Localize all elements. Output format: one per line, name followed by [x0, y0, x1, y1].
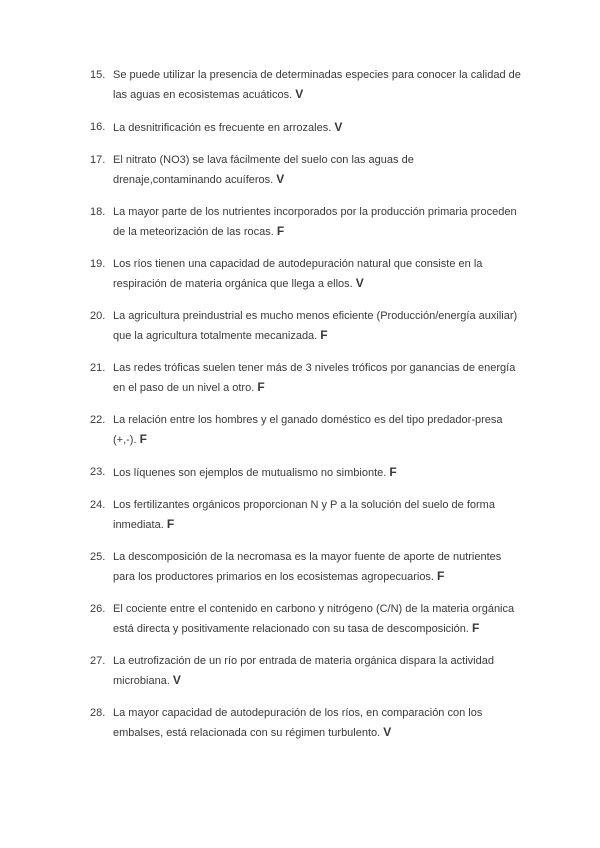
question-number: 17. — [90, 154, 106, 166]
question-number: 18. — [90, 206, 106, 218]
answer-letter: V — [295, 87, 304, 101]
question-number: 23. — [90, 466, 106, 478]
question-body — [113, 151, 522, 190]
question-item — [90, 496, 522, 535]
question-item — [90, 652, 522, 691]
question-number: 27. — [90, 655, 106, 667]
question-text: La mayor parte de los nutrientes incorporados por la producción primaria proceden de la meteorización de las rocas. — [113, 206, 517, 238]
question-number: 28. — [90, 707, 106, 719]
question-text: El cociente entre el contenido en carbono y nitrógeno (C/N) de la materia orgánica está directa y positivamente relacionado con su tasa de descomposición. — [113, 603, 515, 635]
question-number: 20. — [90, 310, 106, 322]
question-body — [113, 463, 397, 483]
question-number: 16. — [90, 121, 106, 133]
question-item — [90, 463, 522, 483]
question-number: 19. — [90, 258, 106, 270]
question-number: 22. — [90, 414, 106, 426]
question-text: La mayor capacidad de autodepuración de los ríos, en comparación con los embalses, está relacionada con su régimen turbulento. — [113, 707, 483, 739]
question-text: La agricultura preindustrial es mucho menos eficiente (Producción/energía auxiliar) que la agricultura totalmente mecanizada. — [113, 310, 518, 342]
answer-letter: F — [276, 224, 285, 238]
question-item — [90, 66, 522, 105]
question-item — [90, 307, 522, 346]
answer-letter: F — [166, 517, 175, 531]
question-text: La relación entre los hombres y el ganado doméstico es del tipo predador-presa (+,-). — [113, 414, 503, 446]
question-body — [113, 600, 522, 639]
question-item — [90, 203, 522, 242]
question-body — [113, 307, 522, 346]
question-item — [90, 411, 522, 450]
question-body — [113, 496, 522, 535]
question-text: Las redes tróficas suelen tener más de 3 niveles tróficos por ganancias de energía en el paso de un nivel a otro. — [113, 362, 516, 394]
answer-letter: V — [334, 120, 343, 134]
answer-letter: F — [471, 621, 480, 635]
question-body — [113, 118, 342, 138]
question-text: El nitrato (NO3) se lava fácilmente del suelo con las aguas de drenaje,contaminando acuíferos. — [113, 154, 414, 186]
question-item — [90, 151, 522, 190]
question-item — [90, 600, 522, 639]
answer-letter: V — [355, 276, 364, 290]
answer-letter: F — [437, 569, 445, 583]
question-text: Los líquenes son ejemplos de mutualismo no simbionte. — [113, 467, 390, 479]
question-body — [113, 359, 522, 398]
question-body — [113, 548, 522, 587]
answer-letter: F — [139, 432, 147, 446]
answer-letter: V — [383, 725, 392, 739]
answer-letter: F — [320, 328, 328, 342]
question-item — [90, 704, 522, 743]
question-body — [113, 203, 522, 242]
answer-letter: F — [389, 465, 397, 479]
question-text: Los ríos tienen una capacidad de autodepuración natural que consiste en la respiración de materia orgánica que llega a ellos. — [113, 258, 483, 290]
question-number: 21. — [90, 362, 106, 374]
question-list — [90, 66, 522, 743]
question-body — [113, 652, 522, 691]
question-number: 25. — [90, 551, 106, 563]
answer-letter: F — [257, 380, 265, 394]
question-item — [90, 118, 522, 138]
answer-letter: V — [172, 673, 181, 687]
question-text: Los fertilizantes orgánicos proporcionan N y P a la solución del suelo de forma inmediata. — [113, 499, 495, 531]
question-number: 24. — [90, 499, 106, 511]
question-item — [90, 548, 522, 587]
question-text: La eutrofización de un río por entrada de materia orgánica dispara la actividad microbiana. — [113, 655, 494, 687]
question-item — [90, 255, 522, 294]
question-body — [113, 411, 522, 450]
question-text: La desnitrificación es frecuente en arrozales. — [113, 122, 335, 134]
question-text: Se puede utilizar la presencia de determinadas especies para conocer la calidad de las aguas en ecosistemas acuáticos. — [113, 69, 521, 101]
question-body — [113, 704, 522, 743]
answer-letter: V — [276, 172, 285, 186]
question-number: 15. — [90, 69, 106, 81]
question-item — [90, 359, 522, 398]
question-number: 26. — [90, 603, 106, 615]
question-body — [113, 66, 522, 105]
question-text: La descomposición de la necromasa es la mayor fuente de aporte de nutrientes para los productores primarios en los ecosistemas agropecuarios. — [113, 551, 502, 583]
question-body — [113, 255, 522, 294]
